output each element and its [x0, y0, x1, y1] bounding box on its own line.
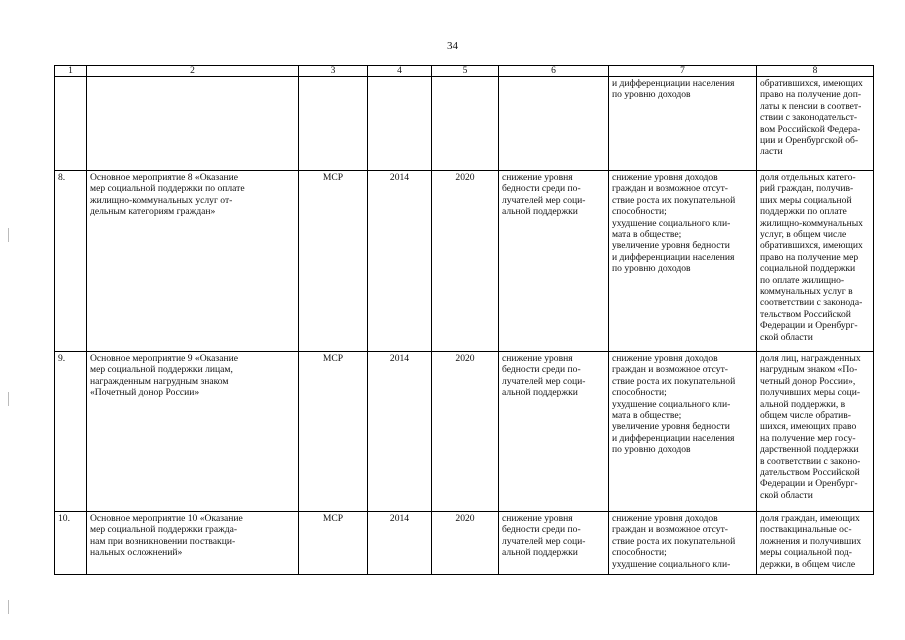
scan-edge-mark	[8, 392, 9, 406]
cell-line: доля граждан, имеющих	[760, 513, 860, 524]
cell-line: право на получение доп-	[760, 89, 862, 101]
cell-line: на получение мер госу-	[760, 432, 856, 444]
cell-line: дельным категориям граждан»	[90, 206, 216, 218]
start-year: 2014	[368, 512, 432, 575]
cell-line: ласти	[760, 146, 783, 158]
cell-line: снижение уровня доходов	[612, 172, 718, 183]
table-row	[55, 171, 874, 352]
cell-line: получивших меры соци-	[760, 387, 861, 399]
column-number: 4	[368, 66, 432, 77]
executor: МСР	[299, 171, 368, 352]
column-number-row	[55, 66, 874, 77]
cell-line: дарственной поддержки	[760, 444, 859, 456]
cell-line: мер социальной поддержки гражда-	[90, 524, 238, 536]
page-number: 34	[447, 40, 458, 52]
expected-result	[499, 512, 609, 575]
cell-line: граждан и возможное отсут-	[612, 183, 728, 195]
cell-line: ствие роста их покупательной	[612, 535, 736, 547]
cell-line: тельством Российской	[760, 308, 851, 320]
cell-line: альной поддержки, в	[760, 398, 846, 410]
indicator	[757, 77, 874, 171]
consequences	[609, 512, 757, 575]
cell-line: снижение уровня доходов	[612, 353, 718, 364]
cell-line: меры социальной под-	[760, 547, 852, 559]
cell-line: общем числе обратив-	[760, 410, 851, 422]
cell-line: Основное мероприятие 9 «Оказание	[90, 353, 239, 364]
cell-line: ших меры социальной	[760, 194, 852, 206]
cell-line: мата в обществе;	[612, 410, 682, 422]
row-number	[55, 77, 87, 171]
table-row	[55, 512, 874, 575]
start-year	[368, 77, 432, 171]
column-number: 1	[55, 66, 87, 77]
cell-line: доля отдельных катего-	[760, 172, 856, 183]
cell-line: снижение уровня	[502, 353, 573, 364]
cell-line: нальных осложнений»	[90, 547, 183, 559]
cell-line: снижение уровня доходов	[612, 513, 718, 524]
scan-edge-mark	[8, 600, 9, 614]
cell-line: поствакцинальные ос-	[760, 524, 852, 536]
cell-line: ствие роста их покупательной	[612, 194, 736, 206]
indicator	[757, 512, 874, 575]
cell-line: ложнения и получивших	[760, 535, 862, 547]
cell-line: «Почетный донор России»	[90, 387, 200, 399]
cell-line: снижение уровня	[502, 513, 573, 524]
row-number: 9.	[55, 352, 87, 512]
cell-line: увеличение уровня бедности	[612, 421, 730, 433]
cell-line: нагрудным знаком «По-	[760, 364, 858, 376]
column-number: 8	[757, 66, 874, 77]
cell-line: рий граждан, получив-	[760, 183, 854, 195]
cell-line: социальной поддержки	[760, 263, 856, 275]
consequences	[609, 352, 757, 512]
end-year: 2020	[432, 512, 499, 575]
cell-line: держки, в общем числе	[760, 558, 856, 570]
table-row	[55, 352, 874, 512]
cell-line: бедности среди по-	[502, 364, 581, 376]
consequences	[609, 77, 757, 171]
cell-line: лучателей мер соци-	[502, 375, 586, 387]
measure-name	[87, 512, 299, 575]
table-row	[55, 77, 874, 171]
cell-line: увеличение уровня бедности	[612, 240, 730, 252]
cell-line: по уровню доходов	[612, 444, 691, 456]
cell-line: в соответствии с законо-	[760, 455, 861, 467]
cell-line: дательством Российской	[760, 467, 860, 479]
cell-line: граждан и возможное отсут-	[612, 524, 728, 536]
row-number: 8.	[55, 171, 87, 352]
measure-name	[87, 77, 299, 171]
cell-line: ской области	[760, 331, 813, 343]
cell-line: альной поддержки	[502, 547, 578, 559]
cell-line: альной поддержки	[502, 206, 578, 218]
cell-line: Федерации и Оренбург-	[760, 320, 858, 332]
cell-line: лучателей мер соци-	[502, 194, 586, 206]
cell-line: жилищно-коммунальных услуг от-	[90, 194, 233, 206]
scan-edge-mark	[8, 228, 9, 242]
cell-line: Основное мероприятие 8 «Оказание	[90, 172, 239, 183]
measure-name	[87, 352, 299, 512]
row-number: 10.	[55, 512, 87, 575]
cell-line: Основное мероприятие 10 «Оказание	[90, 513, 243, 524]
column-number: 6	[499, 66, 609, 77]
column-number: 3	[299, 66, 368, 77]
cell-line: ухудшение социального кли-	[612, 558, 731, 570]
cell-line: ухудшение социального кли-	[612, 217, 731, 229]
cell-line: и дифференциации населения	[612, 432, 735, 444]
cell-line: награжденным нагрудным знаком	[90, 375, 229, 387]
cell-line: нам при возникновении поствакци-	[90, 535, 236, 547]
cell-line: по уровню доходов	[612, 263, 691, 275]
cell-line: граждан и возможное отсут-	[612, 364, 728, 376]
column-number: 5	[432, 66, 499, 77]
expected-result	[499, 171, 609, 352]
cell-line: мата в обществе;	[612, 229, 682, 241]
cell-line: поддержки по оплате	[760, 206, 847, 218]
cell-line: коммунальных услуг в	[760, 286, 853, 298]
cell-line: и дифференциации населения	[612, 78, 735, 89]
cell-line: бедности среди по-	[502, 524, 581, 536]
cell-line: по уровню доходов	[612, 89, 691, 101]
cell-line: четный донор России»,	[760, 375, 856, 387]
cell-line: право на получение мер	[760, 251, 859, 263]
cell-line: латы к пенсии в соответ-	[760, 100, 862, 112]
end-year: 2020	[432, 352, 499, 512]
cell-line: бедности среди по-	[502, 183, 581, 195]
cell-line: способности;	[612, 387, 667, 399]
cell-line: услуг, в общем числе	[760, 229, 847, 241]
cell-line: и дифференциации населения	[612, 251, 735, 263]
cell-line: Федерации и Оренбург-	[760, 478, 858, 490]
cell-line: шихся, имеющих право	[760, 421, 857, 433]
cell-line: ствии с законодательст-	[760, 112, 858, 124]
executor: МСР	[299, 512, 368, 575]
cell-line: по оплате жилищно-	[760, 274, 845, 286]
cell-line: ствие роста их покупательной	[612, 375, 736, 387]
end-year: 2020	[432, 171, 499, 352]
cell-line: снижение уровня	[502, 172, 573, 183]
cell-line: ухудшение социального кли-	[612, 398, 731, 410]
cell-line: обратившихся, имеющих	[760, 240, 863, 252]
start-year: 2014	[368, 171, 432, 352]
indicator	[757, 352, 874, 512]
indicator	[757, 171, 874, 352]
column-number: 7	[609, 66, 757, 77]
start-year: 2014	[368, 352, 432, 512]
measure-name	[87, 171, 299, 352]
cell-line: доля лиц, награжденных	[760, 353, 861, 364]
executor	[299, 77, 368, 171]
cell-line: способности;	[612, 547, 667, 559]
measures-table	[54, 65, 874, 575]
cell-line: ской области	[760, 489, 813, 501]
cell-line: мер социальной поддержки по оплате	[90, 183, 245, 195]
cell-line: обратившихся, имеющих	[760, 78, 863, 89]
column-number: 2	[87, 66, 299, 77]
cell-line: альной поддержки	[502, 387, 578, 399]
consequences	[609, 171, 757, 352]
cell-line: лучателей мер соци-	[502, 535, 586, 547]
end-year	[432, 77, 499, 171]
cell-line: мер социальной поддержки лицам,	[90, 364, 233, 376]
expected-result	[499, 77, 609, 171]
expected-result	[499, 352, 609, 512]
cell-line: способности;	[612, 206, 667, 218]
cell-line: ции и Оренбургской об-	[760, 135, 859, 147]
cell-line: жилищно-коммунальных	[760, 217, 863, 229]
executor: МСР	[299, 352, 368, 512]
cell-line: вом Российской Федера-	[760, 123, 861, 135]
cell-line: соответствии с законода-	[760, 297, 863, 309]
